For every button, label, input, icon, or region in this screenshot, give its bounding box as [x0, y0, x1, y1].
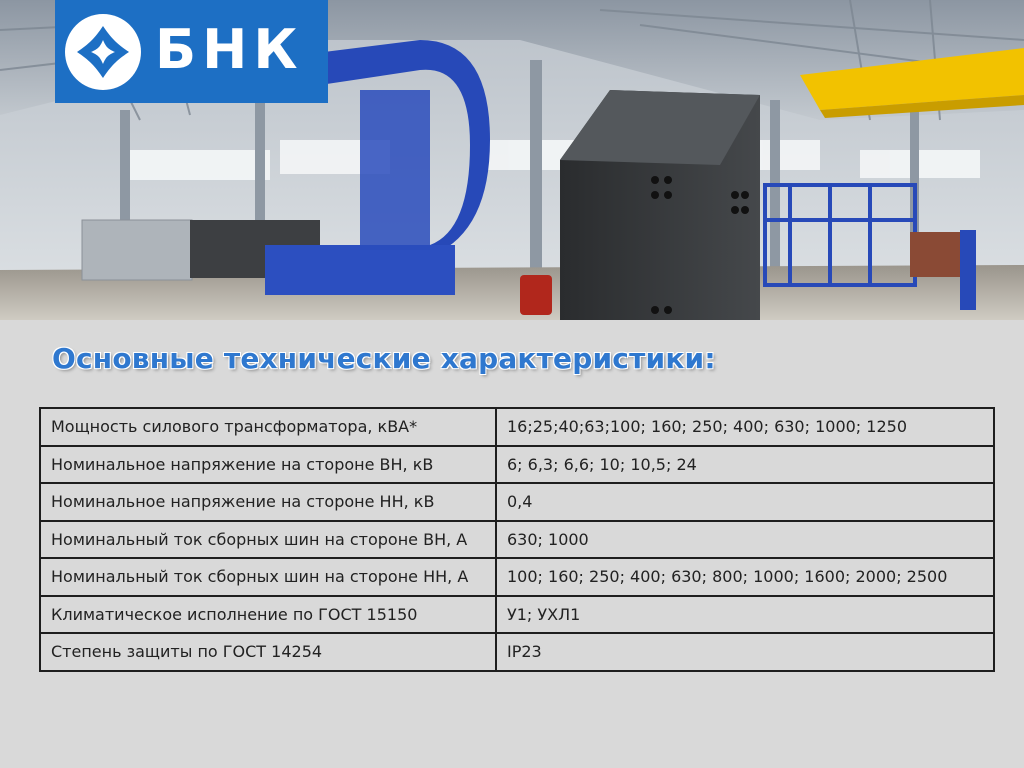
spec-param: Степень защиты по ГОСТ 14254	[40, 633, 496, 671]
bnk-logo-mark-icon	[63, 12, 143, 92]
spec-param: Номинальный ток сборных шин на стороне НН, А	[40, 558, 496, 596]
spec-param: Мощность силового трансформатора, кВА*	[40, 408, 496, 446]
spec-value: 16;25;40;63;100; 160; 250; 400; 630; 1000; 1250	[496, 408, 994, 446]
spec-value: 100; 160; 250; 400; 630; 800; 1000; 1600; 2000; 2500	[496, 558, 994, 596]
table-row	[40, 596, 994, 634]
page-title: Основные технические характеристики:	[52, 342, 716, 375]
spec-value: У1; УХЛ1	[496, 596, 994, 634]
spec-param: Номинальный ток сборных шин на стороне ВН, А	[40, 521, 496, 559]
bnk-logo	[55, 0, 328, 103]
table-row	[40, 483, 994, 521]
spec-value: IP23	[496, 633, 994, 671]
table-row	[40, 633, 994, 671]
table-row	[40, 558, 994, 596]
spec-value: 6; 6,3; 6,6; 10; 10,5; 24	[496, 446, 994, 484]
table-row	[40, 408, 994, 446]
spec-param: Климатическое исполнение по ГОСТ 15150	[40, 596, 496, 634]
spec-value: 630; 1000	[496, 521, 994, 559]
table-row	[40, 446, 994, 484]
spec-value: 0,4	[496, 483, 994, 521]
spec-param: Номинальное напряжение на стороне НН, кВ	[40, 483, 496, 521]
logo-text: БНК	[155, 18, 304, 81]
specs-table	[39, 407, 995, 672]
table-row	[40, 521, 994, 559]
spec-param: Номинальное напряжение на стороне ВН, кВ	[40, 446, 496, 484]
